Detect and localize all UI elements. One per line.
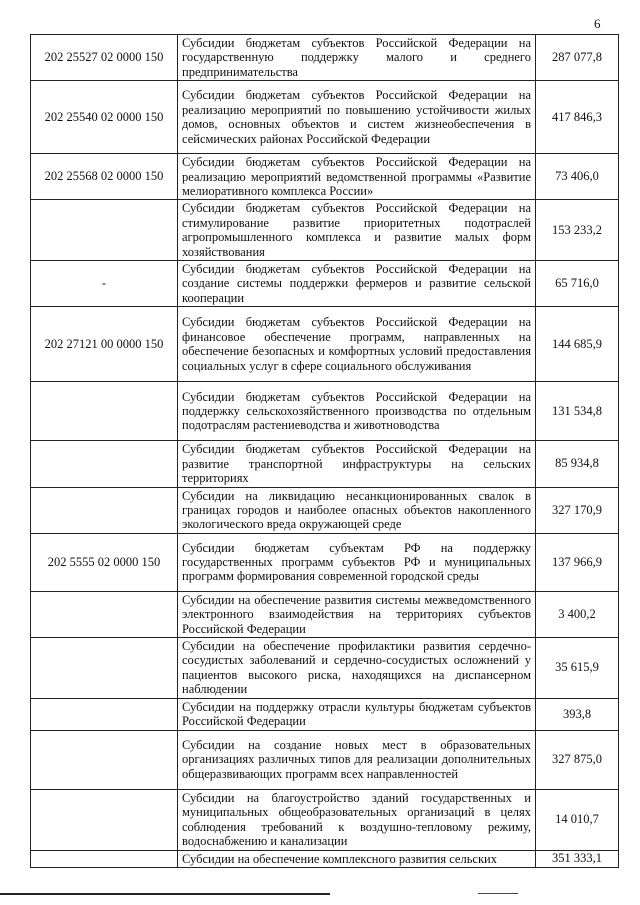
table-row bbox=[31, 487, 619, 533]
budget-code: 202 27121 00 0000 150 bbox=[31, 307, 178, 382]
table-row bbox=[31, 850, 619, 867]
row-description: Субсидии бюджетам субъектов Российской Федерации на стимулирование развитие приоритетных подотраслей агропромышленного комплекса и развитие малых форм хозяйствования bbox=[178, 200, 536, 261]
row-description: Субсидии бюджетам субъектов Российской Федерации на создание системы поддержки фермеров и развитие сельской кооперации bbox=[178, 261, 536, 307]
row-description: Субсидии бюджетам субъектов Российской Федерации на реализацию мероприятий ведомственной программы «Развитие мелиоративного комплекса России» bbox=[178, 154, 536, 200]
budget-code: 202 5555 02 0000 150 bbox=[31, 533, 178, 591]
row-description: Субсидии на обеспечение профилактики развития сердечно-сосудистых заболеваний и сердечно-сосудистых осложнений у пациентов высокого риска, находящихся на диспансерном наблюдении bbox=[178, 637, 536, 698]
budget-code bbox=[31, 850, 178, 867]
row-amount: 137 966,9 bbox=[536, 533, 619, 591]
row-amount: 393,8 bbox=[536, 698, 619, 730]
table-row bbox=[31, 637, 619, 698]
row-description: Субсидии бюджетам субъектов Российской Федерации на государственную поддержку малого и среднего предпринимательства bbox=[178, 35, 536, 81]
row-description: Субсидии на благоустройство зданий государственных и муниципальных общеобразовательных организаций в целях соблюдения требований к воздушно-тепловому режиму, водоснабжению и канализации bbox=[178, 789, 536, 850]
budget-code bbox=[31, 637, 178, 698]
budget-code bbox=[31, 698, 178, 730]
table-row bbox=[31, 81, 619, 154]
budget-code: 202 25568 02 0000 150 bbox=[31, 154, 178, 200]
budget-table-body bbox=[31, 35, 619, 868]
table-row bbox=[31, 200, 619, 261]
table-row bbox=[31, 591, 619, 637]
row-description: Субсидии бюджетам субъектов Российской Федерации на развитие транспортной инфраструктуры на сельских территориях bbox=[178, 441, 536, 487]
budget-code bbox=[31, 730, 178, 789]
row-amount: 85 934,8 bbox=[536, 441, 619, 487]
row-amount: 14 010,7 bbox=[536, 789, 619, 850]
row-amount: 35 615,9 bbox=[536, 637, 619, 698]
row-amount: 287 077,8 bbox=[536, 35, 619, 81]
row-amount: 153 233,2 bbox=[536, 200, 619, 261]
table-row bbox=[31, 261, 619, 307]
row-description: Субсидии бюджетам субъектов Российской Федерации на поддержку сельскохозяйственного производства по отдельным подотраслям растениеводства и животноводства bbox=[178, 382, 536, 441]
row-amount: 327 875,0 bbox=[536, 730, 619, 789]
row-amount: 65 716,0 bbox=[536, 261, 619, 307]
row-amount: 144 685,9 bbox=[536, 307, 619, 382]
table-row bbox=[31, 698, 619, 730]
row-description: Субсидии на обеспечение комплексного развития сельских bbox=[178, 850, 536, 867]
row-description: Субсидии на ликвидацию несанкционированных свалок в границах городов и наиболее опасных объектов накопленного экологического вреда окружающей среде bbox=[178, 487, 536, 533]
budget-code bbox=[31, 441, 178, 487]
row-amount: 3 400,2 bbox=[536, 591, 619, 637]
budget-code bbox=[31, 200, 178, 261]
row-description: Субсидии на обеспечение развития системы межведомственного электронного взаимодействия на территориях субъектов Российской Федерации bbox=[178, 591, 536, 637]
row-description: Субсидии на создание новых мест в образовательных организациях различных типов для реализации дополнительных общеразвивающих программ всех направленностей bbox=[178, 730, 536, 789]
table-row bbox=[31, 730, 619, 789]
row-amount: 131 534,8 bbox=[536, 382, 619, 441]
budget-code bbox=[31, 487, 178, 533]
budget-code: - bbox=[31, 261, 178, 307]
table-row bbox=[31, 441, 619, 487]
table-row bbox=[31, 154, 619, 200]
table-row bbox=[31, 35, 619, 81]
scan-mark bbox=[478, 893, 518, 894]
row-amount: 73 406,0 bbox=[536, 154, 619, 200]
budget-code bbox=[31, 789, 178, 850]
budget-code bbox=[31, 382, 178, 441]
row-description: Субсидии бюджетам субъектам РФ на поддержку государственных программ субъектов РФ и муниципальных программ формирования современной городской среды bbox=[178, 533, 536, 591]
page-number: 6 bbox=[594, 16, 601, 31]
budget-code: 202 25527 02 0000 150 bbox=[31, 35, 178, 81]
row-description: Субсидии на поддержку отрасли культуры бюджетам субъектов Российской Федерации bbox=[178, 698, 536, 730]
scan-edge-line bbox=[0, 893, 330, 895]
row-amount: 351 333,1 bbox=[536, 850, 619, 867]
table-row bbox=[31, 789, 619, 850]
row-amount: 327 170,9 bbox=[536, 487, 619, 533]
budget-table bbox=[30, 34, 619, 868]
table-row bbox=[31, 533, 619, 591]
row-amount: 417 846,3 bbox=[536, 81, 619, 154]
budget-code: 202 25540 02 0000 150 bbox=[31, 81, 178, 154]
table-row bbox=[31, 382, 619, 441]
table-row bbox=[31, 307, 619, 382]
row-description: Субсидии бюджетам субъектов Российской Федерации на финансовое обеспечение программ, направленных на обеспечение безопасных и комфортных условий предоставления социальных услуг в сфере социального обслуживания bbox=[178, 307, 536, 382]
budget-code bbox=[31, 591, 178, 637]
row-description: Субсидии бюджетам субъектов Российской Федерации на реализацию мероприятий по повышению устойчивости жилых домов, основных объектов и систем жизнеобеспечения в сейсмических районах Российской Федерации bbox=[178, 81, 536, 154]
